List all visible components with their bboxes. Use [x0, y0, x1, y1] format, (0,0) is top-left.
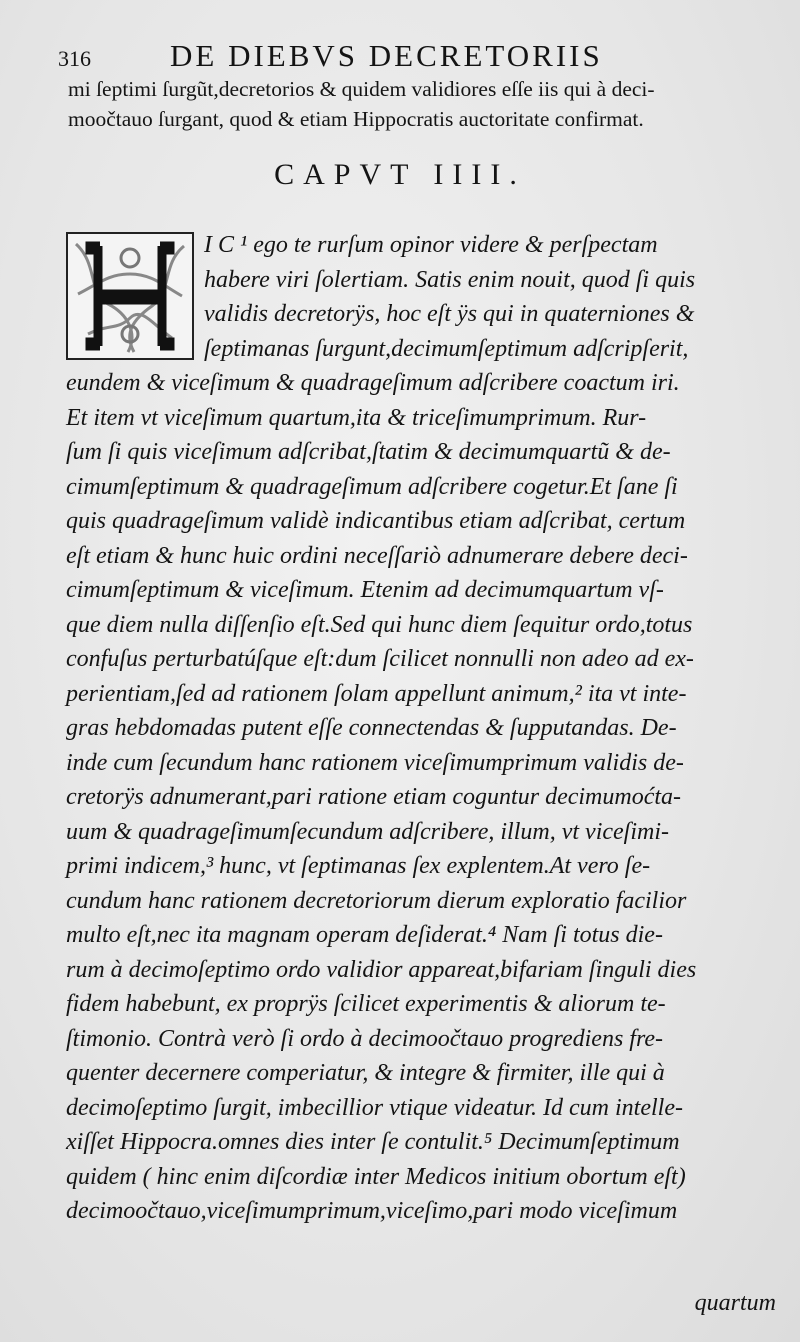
- text-line: ſeptimanas ſurgunt,decimumſeptimum adſcripſerit,: [204, 335, 689, 362]
- text-line: rum à decimoſeptimo ordo validior appareat,bifariam ſinguli dies: [66, 956, 697, 983]
- text-line: uum & quadrageſimumſecundum adſcribere, illum, vt viceſimi-: [66, 818, 669, 845]
- text-line: gras hebdomadas putent eſſe connectendas & ſupputandas. De-: [66, 715, 677, 741]
- running-head: [58, 38, 756, 72]
- text-line: ſum ſi quis viceſimum adſcribat,ſtatim & decimumquartũ & de-: [66, 439, 671, 465]
- text-line: validis decretorÿs, hoc eſt ÿs qui in quaterniones &: [204, 301, 695, 327]
- text-line: que diem nulla diſſenſio eſt.Sed qui hunc diem ſequitur ordo,totus: [66, 611, 693, 638]
- text-line: quis quadrageſimum validè indicantibus etiam adſcribat, certum: [66, 508, 686, 534]
- running-title: DE DIEBVS DECRETORIIS: [170, 38, 603, 73]
- text-line: mi ſeptimi ſurgũt,decretorios & quidem validiores eſſe iis qui à deci-: [68, 77, 655, 101]
- text-line: multo eſt,nec ita magnam operam deſiderat.⁴ Nam ſi totus die-: [66, 922, 663, 948]
- text-line: eſt etiam & hunc huic ordini neceſſariò adnumerare debere deci-: [66, 542, 688, 569]
- text-line: cimumſeptimum & quadrageſimum adſcribere cogetur.Et ſane ſi: [66, 473, 678, 500]
- text-line: decimoſeptimo ſurgit, imbecillior vtique videatur. Id cum intelle-: [66, 1094, 683, 1121]
- text-line: moočtauo ſurgant, quod & etiam Hippocratis auctoritate confirmat.: [68, 107, 644, 131]
- text-line: cretorÿs adnumerant,pari ratione etiam coguntur decimumoćta-: [66, 784, 682, 810]
- page-number: 316: [58, 46, 91, 71]
- text-line: fidem habebunt, ex proprÿs ſcilicet experimentis & aliorum te-: [66, 991, 666, 1017]
- text-line: perientiam,ſed ad rationem ſolam appellunt animum,² ita vt inte-: [66, 680, 687, 707]
- catchword: quartum: [694, 1290, 776, 1316]
- chapter-body: [66, 228, 780, 1229]
- text-line: cundum hanc rationem decretoriorum dierum exploratio facilior: [66, 887, 687, 914]
- text-line: confuſus perturbatúſque eſt:dum ſcilicet nonnulli non adeo ad ex-: [66, 646, 694, 672]
- text-line: eundem & viceſimum & quadrageſimum adſcribere coactum iri.: [66, 370, 680, 396]
- text-line: quidem ( hinc enim diſcordiæ inter Medicos initium obortum eſt): [66, 1163, 686, 1190]
- continued-text: [68, 74, 768, 134]
- text-line: I C ¹ ego te rurſum opinor videre & perſpectam: [204, 232, 658, 258]
- text-line: decimoočtauo,viceſimumprimum,viceſimo,pari modo viceſimum: [66, 1198, 678, 1224]
- text-line: ſtimonio. Contrà verò ſi ordo à decimoočtauo progrediens fre-: [66, 1025, 664, 1052]
- text-line: quenter decernere comperiatur, & integre & firmiter, ille qui à: [66, 1060, 665, 1086]
- chapter-heading: CAPVT IIII.: [274, 158, 526, 191]
- text-line: habere viri ſolertiam. Satis enim nouit, quod ſi quis: [204, 266, 696, 293]
- text-line: inde cum ſecundum hanc rationem viceſimumprimum validis de-: [66, 749, 684, 776]
- text-line: Et item vt viceſimum quartum,ita & triceſimumprimum. Rur-: [66, 404, 647, 431]
- text-line: primi indicem,³ hunc, vt ſeptimanas ſex explentem.At vero ſe-: [66, 853, 651, 879]
- text-line: xiſſet Hippocra.omnes dies inter ſe contulit.⁵ Decimumſeptimum: [66, 1129, 680, 1155]
- text-line: cimumſeptimum & viceſimum. Etenim ad decimumquartum vſ-: [66, 577, 664, 603]
